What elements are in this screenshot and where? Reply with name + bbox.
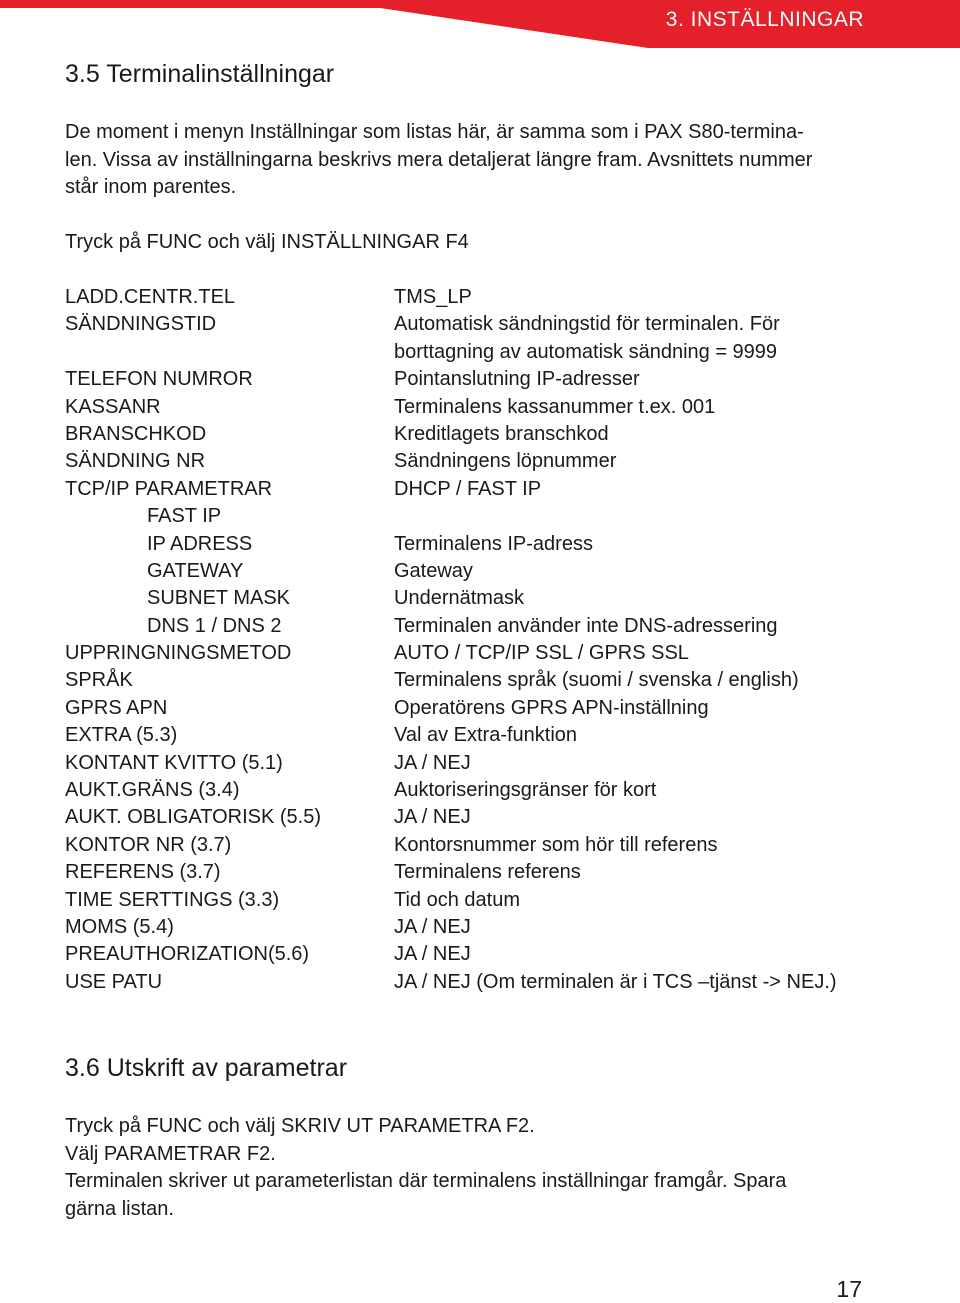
setting-key: AUKT. OBLIGATORISK (5.5) — [65, 806, 321, 829]
settings-row — [65, 859, 845, 886]
section-35-instruction: Tryck på FUNC och välj INSTÄLLNINGAR F4 — [65, 231, 469, 253]
page-number: 17 — [836, 1276, 862, 1302]
setting-key: USE PATU — [65, 970, 163, 993]
setting-key: KONTANT KVITTO (5.1) — [65, 751, 283, 774]
intro-line: De moment i menyn Inställningar som listas här, är samma som i PAX S80-termina- — [65, 121, 804, 143]
setting-key: PREAUTHORIZATION(5.6) — [65, 943, 310, 966]
setting-key: EXTRA (5.3) — [65, 724, 178, 747]
setting-value: AUTO / TCP/IP SSL / GPRS SSL — [394, 642, 689, 665]
setting-key: SPRÅK — [65, 669, 133, 692]
settings-list — [65, 284, 845, 996]
settings-row — [65, 914, 845, 941]
chapter-title: 3. INSTÄLLNINGAR — [665, 8, 864, 31]
body-line: gärna listan. — [65, 1197, 174, 1220]
settings-row — [65, 941, 845, 968]
setting-value: Operatörens GPRS APN-inställning — [394, 696, 709, 719]
setting-key: REFERENS (3.7) — [65, 861, 221, 884]
setting-value: Tid och datum — [394, 888, 520, 911]
settings-row — [65, 722, 845, 749]
settings-row — [65, 667, 845, 694]
setting-value: borttagning av automatisk sändning = 9999 — [394, 340, 778, 363]
setting-value: JA / NEJ — [394, 806, 471, 829]
settings-row — [65, 284, 845, 311]
body-line: Välj PARAMETRAR F2. — [65, 1142, 276, 1165]
settings-row — [65, 476, 845, 503]
setting-key: LADD.CENTR.TEL — [65, 286, 236, 308]
setting-key: MOMS (5.4) — [65, 915, 174, 938]
settings-row — [65, 804, 845, 831]
setting-key: SÄNDNING NR — [65, 450, 206, 473]
settings-row — [65, 339, 845, 366]
settings-row — [65, 777, 845, 804]
settings-row — [65, 448, 845, 475]
setting-value: TMS_LP — [394, 286, 472, 308]
setting-value: Val av Extra-funktion — [394, 724, 578, 747]
setting-value: Gateway — [394, 559, 473, 582]
setting-key: BRANSCHKOD — [65, 422, 207, 445]
settings-row — [65, 531, 845, 558]
setting-value: Terminalen använder inte DNS-adressering — [394, 614, 778, 637]
intro-line: len. Vissa av inställningarna beskrivs mera detaljerat längre fram. Avsnittets nummer — [65, 148, 813, 171]
setting-value: Terminalens språk (suomi / svenska / english) — [394, 669, 799, 692]
setting-value: JA / NEJ — [394, 751, 471, 774]
setting-value: JA / NEJ — [394, 915, 471, 938]
settings-row — [65, 311, 845, 338]
body-line: Terminalen skriver ut parameterlistan där terminalens inställningar framgår. Spara — [65, 1170, 787, 1192]
setting-key: IP ADRESS — [147, 532, 253, 555]
setting-value: Terminalens IP-adress — [394, 532, 593, 555]
setting-key: TIME SERTTINGS (3.3) — [65, 888, 280, 911]
settings-row — [65, 640, 845, 667]
settings-row — [65, 421, 845, 448]
setting-key: DNS 1 / DNS 2 — [147, 614, 282, 637]
setting-key: AUKT.GRÄNS (3.4) — [65, 779, 240, 802]
settings-row — [65, 969, 845, 996]
setting-value: Auktoriseringsgränser för kort — [394, 779, 657, 802]
setting-key: SUBNET MASK — [147, 587, 290, 610]
setting-key: GATEWAY — [147, 559, 244, 582]
setting-value: Automatisk sändningstid för terminalen. För — [394, 313, 780, 336]
setting-value: DHCP / FAST IP — [394, 477, 542, 500]
setting-value: Terminalens referens — [394, 861, 581, 884]
setting-key: SÄNDNINGSTID — [65, 313, 217, 336]
settings-row — [65, 613, 845, 640]
setting-key: GPRS APN — [65, 696, 168, 719]
settings-row — [65, 750, 845, 777]
settings-row — [65, 394, 845, 421]
setting-key: KASSANR — [65, 395, 161, 418]
setting-key: TELEFON NUMROR — [65, 368, 253, 391]
setting-value: JA / NEJ — [394, 943, 471, 966]
section-35-title: 3.5 Terminalinställningar — [65, 60, 335, 88]
setting-key: TCP/IP PARAMETRAR — [65, 477, 273, 500]
settings-row — [65, 695, 845, 722]
setting-value: Terminalens kassanummer t.ex. 001 — [394, 395, 716, 418]
settings-row — [65, 558, 845, 585]
setting-value: Kontorsnummer som hör till referens — [394, 833, 718, 856]
body-line: Tryck på FUNC och välj SKRIV UT PARAMETRA F2. — [65, 1115, 535, 1137]
settings-row — [65, 503, 845, 530]
setting-key: FAST IP — [147, 505, 222, 528]
section-36-body — [65, 1113, 786, 1223]
intro-line: står inom parentes. — [65, 176, 237, 198]
setting-key: KONTOR NR (3.7) — [65, 833, 232, 856]
setting-value: Undernätmask — [394, 587, 525, 610]
setting-value: Sändningens löpnummer — [394, 450, 617, 473]
chapter-banner — [0, 0, 960, 48]
section-36-title: 3.6 Utskrift av parametrar — [65, 1054, 348, 1082]
setting-value: Pointanslutning IP-adresser — [394, 368, 640, 391]
section-35-intro — [65, 119, 812, 202]
settings-row — [65, 832, 845, 859]
setting-value: Kreditlagets branschkod — [394, 422, 609, 445]
setting-value: JA / NEJ (Om terminalen är i TCS –tjänst -> NEJ.) — [394, 970, 837, 993]
settings-row — [65, 366, 845, 393]
settings-row — [65, 585, 845, 612]
settings-row — [65, 887, 845, 914]
setting-key: UPPRINGNINGSMETOD — [65, 642, 292, 665]
